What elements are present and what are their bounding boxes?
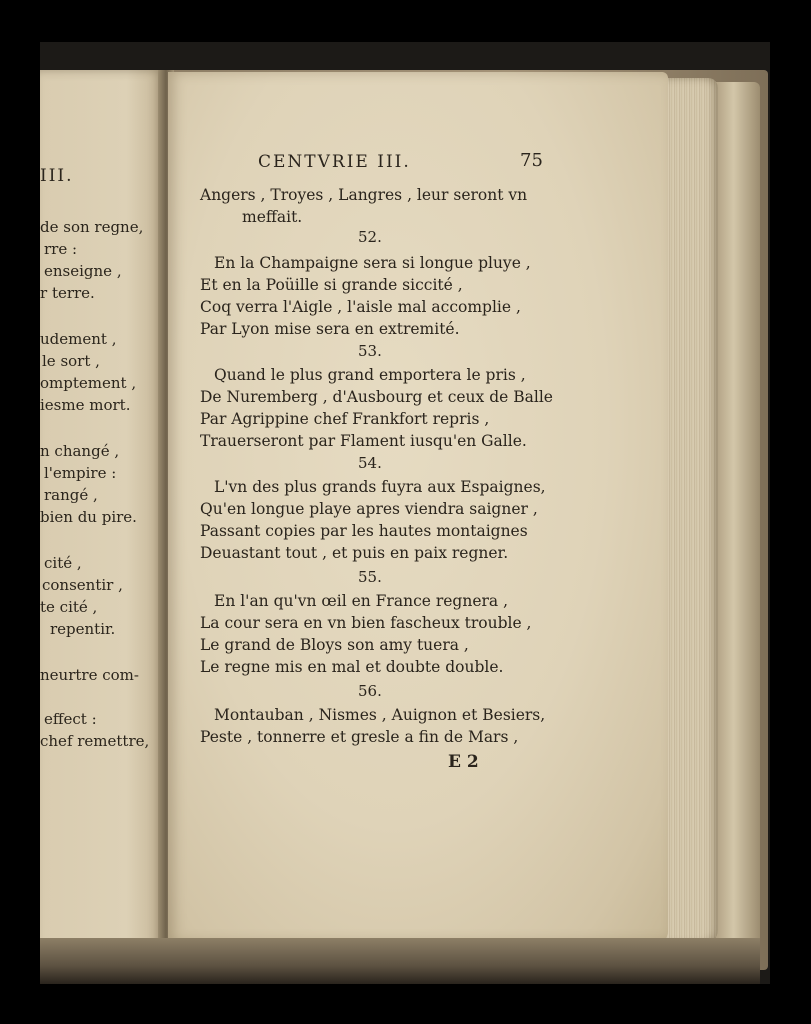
verse-line: En l'an qu'vn œil en France regnera , — [214, 592, 509, 610]
left-page — [40, 70, 164, 950]
signature-mark: E 2 — [448, 752, 479, 772]
page-number: 75 — [520, 150, 543, 171]
left-line: de son regne, — [40, 218, 144, 236]
book-bottom-edge — [40, 938, 760, 984]
left-line: omptement , — [40, 374, 137, 392]
verse-line: Qu'en longue playe apres viendra saigner , — [200, 500, 538, 518]
verse-line: Par Lyon mise sera en extremité. — [200, 320, 460, 338]
verse-line: Et en la Poüille si grande siccité , — [200, 276, 463, 294]
left-line: repentir. — [50, 620, 116, 638]
verse-line: La cour sera en vn bien fascheux trouble , — [200, 614, 532, 632]
quatrain-number: 55. — [358, 568, 382, 586]
verse-line: Angers , Troyes , Langres , leur seront vn — [200, 186, 528, 204]
verse-line: Le grand de Bloys son amy tuera , — [200, 636, 469, 654]
verse-line: meffait. — [242, 208, 303, 226]
verse-line: Par Agrippine chef Frankfort repris , — [200, 410, 490, 428]
verse-line: En la Champaigne sera si longue pluye , — [214, 254, 531, 272]
verse-line: Coq verra l'Aigle , l'aisle mal accomplie , — [200, 298, 521, 316]
quatrain-number: 53. — [358, 342, 382, 360]
quatrain-number: 54. — [358, 454, 382, 472]
left-line: iesme mort. — [40, 396, 131, 414]
verse-line: Deuastant tout , et puis en paix regner. — [200, 544, 509, 562]
verse-line: Quand le plus grand emportera le pris , — [214, 366, 526, 384]
verse-line: Le regne mis en mal et doubte double. — [200, 658, 504, 676]
left-line: bien du pire. — [40, 508, 137, 526]
quatrain-number: 52. — [358, 228, 382, 246]
verse-line: Passant copies par les hautes montaignes — [200, 522, 528, 540]
left-line: effect : — [44, 710, 97, 728]
left-line: udement , — [40, 330, 117, 348]
left-line: rre : — [44, 240, 78, 258]
left-line: rangé , — [44, 486, 98, 504]
left-line: le sort , — [42, 352, 100, 370]
quatrain-number: 56. — [358, 682, 382, 700]
left-line: te cité , — [40, 598, 98, 616]
verse-line: Trauerseront par Flament iusqu'en Galle. — [200, 432, 527, 450]
cover-edge — [716, 82, 760, 982]
verse-line: De Nuremberg , d'Ausbourg et ceux de Balle — [200, 388, 553, 406]
left-line: r terre. — [40, 284, 95, 302]
left-page-header: III. — [40, 166, 74, 186]
left-line: chef remettre, — [40, 732, 150, 750]
book-photo — [40, 42, 770, 984]
left-line: n changé , — [40, 442, 120, 460]
verse-line: L'vn des plus grands fuyra aux Espaignes, — [214, 478, 546, 496]
left-line: cité , — [44, 554, 82, 572]
running-head: CENTVRIE III. — [258, 152, 411, 172]
verse-line: Montauban , Nismes , Auignon et Besiers, — [214, 706, 546, 724]
left-line: neurtre com- — [40, 666, 139, 684]
left-line: l'empire : — [44, 464, 117, 482]
left-line: consentir , — [42, 576, 123, 594]
verse-line: Peste , tonnerre et gresle a fin de Mars , — [200, 728, 519, 746]
left-line: enseigne , — [44, 262, 122, 280]
